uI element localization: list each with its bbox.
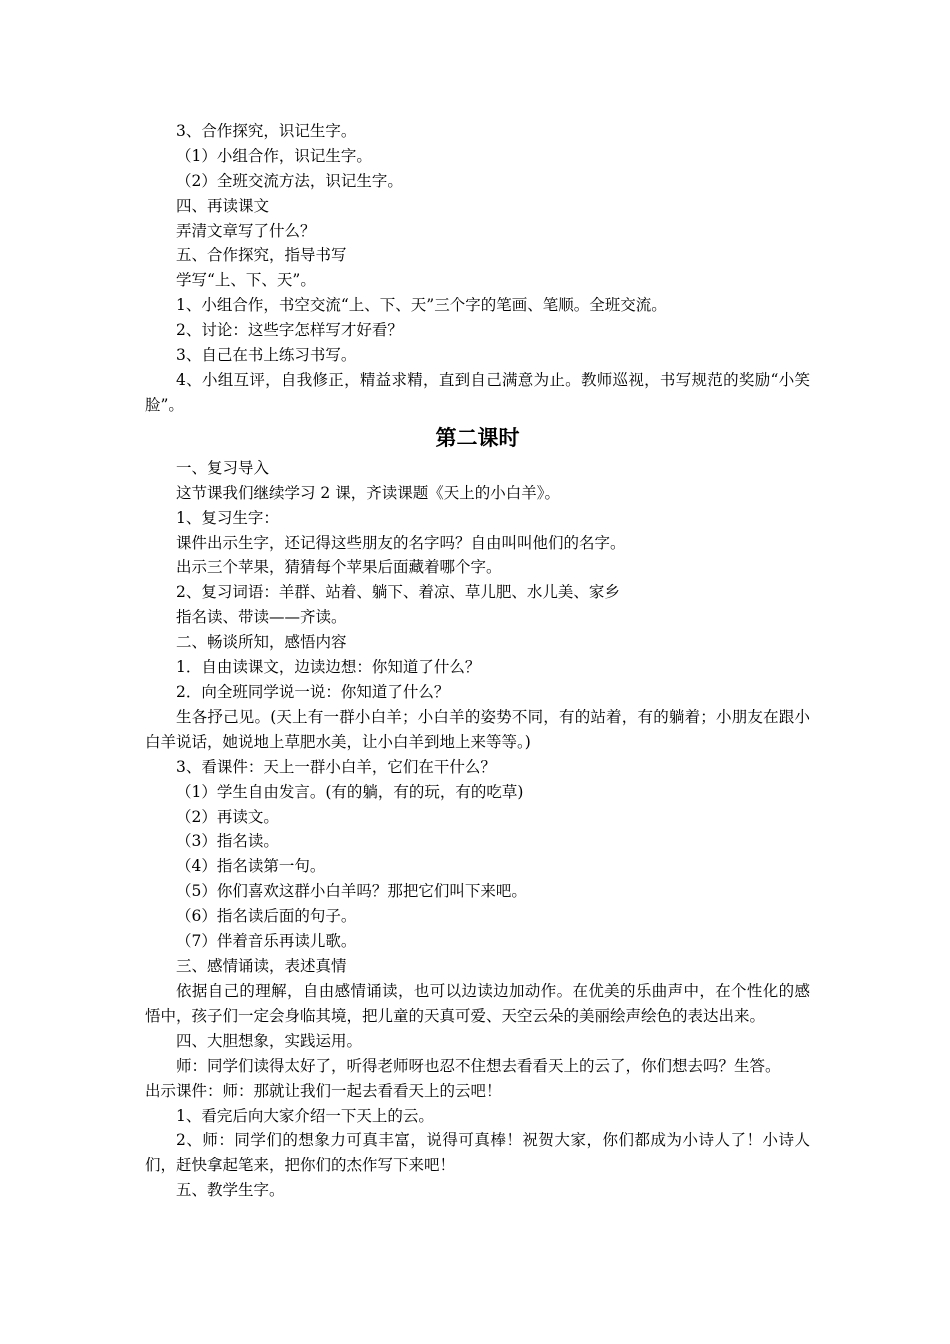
paragraph: 依据自己的理解，自由感情诵读，也可以边读边加动作。在优美的乐曲声中，在个性化的感悟中，孩子们一定会身临其境，把儿童的天真可爱、天空云朵的美丽绘声绘色的表达出来。 [145,981,810,1025]
text-line: 2、复习词语：羊群、站着、躺下、着凉、草儿肥、水儿美、家乡 [176,583,620,602]
text-line: （1）小组合作，识记生字。 [176,146,372,165]
text-line: 课件出示生字，还记得这些朋友的名字吗？自由叫叫他们的名字。 [176,533,626,552]
text-line: 3、看课件：天上一群小白羊，它们在干什么？ [176,757,496,776]
paragraph: 生各抒己见。(天上有一群小白羊；小白羊的姿势不同，有的站着，有的躺着；小朋友在跟小白羊说话，她说地上草肥水美，让小白羊到地上来等等。) [145,707,810,751]
text-line: （1）学生自由发言。(有的躺，有的玩，有的吃草) [176,782,524,801]
text-line: 2．向全班同学说一说：你知道了什么？ [176,682,450,701]
text-line: 3、合作探究，识记生字。 [176,122,357,140]
text-line: 指名读、带读——齐读。 [176,608,347,627]
text-line: 学写“上、下、天”。 [176,271,316,290]
text-line: 出示三个苹果，猜猜每个苹果后面藏着哪个字。 [176,558,502,577]
text-line: 1、小组合作，书空交流“上、下、天”三个字的笔画、笔顺。全班交流。 [176,296,667,315]
text-line: 师：同学们读得太好了，听得老师呀也忍不住想去看看天上的云了，你们想去吗？生答。 [176,1056,781,1075]
section-heading: 五、合作探究，指导书写 [176,246,347,265]
paragraph: 2、师：同学们的想象力可真丰富，说得可真棒！祝贺大家，你们都成为小诗人了！小诗人们，赶快拿起笔来，把你们的杰作写下来吧！ [145,1131,810,1175]
text-line: （7）伴着音乐再读儿歌。 [176,932,357,951]
section-heading: 四、再读课文 [176,196,270,215]
text-line: （6）指名读后面的句子。 [176,907,357,926]
text-line: 1．自由读课文，边读边想：你知道了什么？ [176,658,481,677]
text-line: 出示课件：师：那就让我们一起去看看天上的云吧！ [145,1081,502,1100]
text-line: 这节课我们继续学习 2 课，齐读课题《天上的小白羊》。 [176,483,560,502]
section-heading: 二、畅谈所知，感悟内容 [176,633,347,652]
text-line: 1、看完后向大家介绍一下天上的云。 [176,1106,434,1125]
text-line: 弄清文章写了什么？ [176,221,316,240]
text-line: （4）指名读第一句。 [176,857,326,876]
text-line: （2）再读文。 [176,807,279,826]
paragraph: 4、小组互评，自我修正，精益求精，直到自己满意为止。教师巡视，书写规范的奖励“小笑脸”。 [145,370,810,414]
text-line: （2）全班交流方法，识记生字。 [176,171,403,190]
text-line: 1、复习生字： [176,508,279,527]
section-heading: 四、大胆想象，实践运用。 [176,1031,363,1050]
text-line: 3、自己在书上练习书写。 [176,346,357,365]
text-line: 2、讨论：这些字怎样写才好看？ [176,321,403,340]
text-line: （3）指名读。 [176,832,279,851]
section-heading: 一、复习导入 [176,458,270,477]
section-heading: 三、感情诵读，表述真情 [176,956,347,975]
document-body [145,119,810,1203]
section-heading: 五、教学生字。 [176,1181,285,1200]
lesson-title: 第二课时 [435,425,520,450]
text-line: （5）你们喜欢这群小白羊吗？那把它们叫下来吧。 [176,882,527,901]
